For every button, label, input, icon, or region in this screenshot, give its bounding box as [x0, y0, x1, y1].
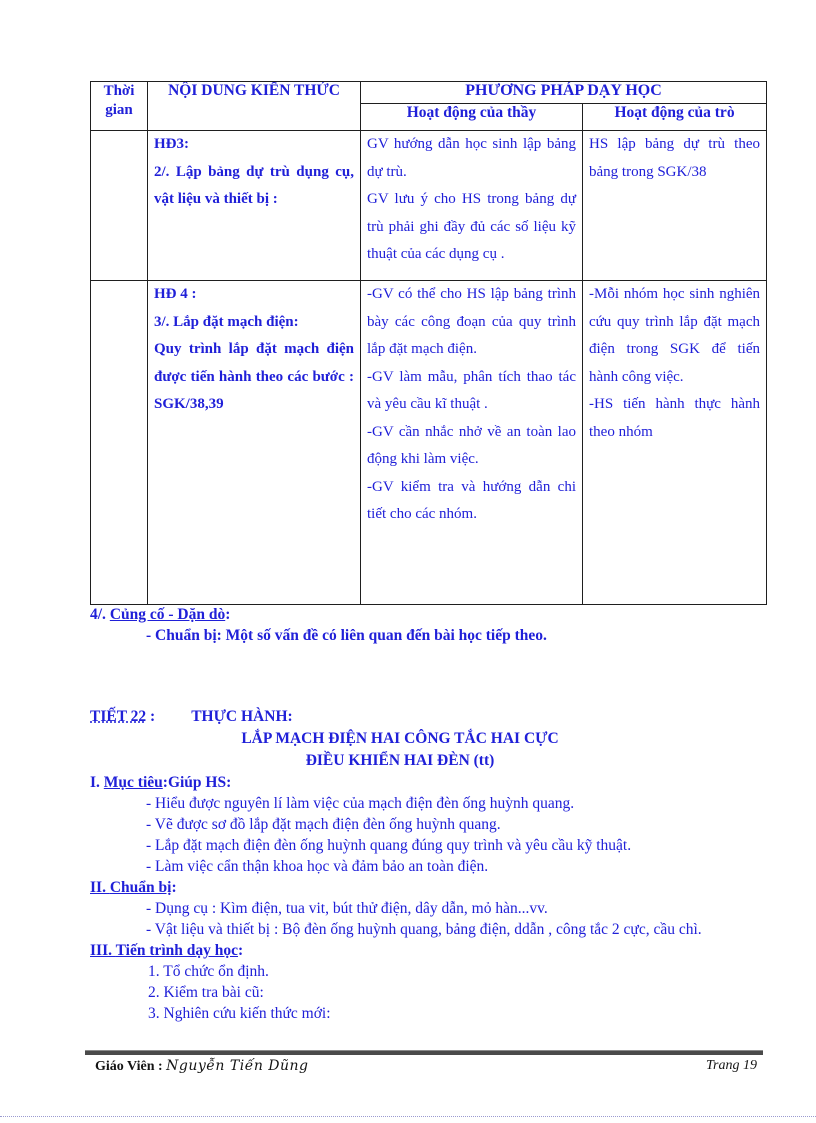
lesson-plan-table — [90, 81, 767, 605]
preparation-heading — [90, 877, 766, 898]
preparation-title-underlined — [90, 879, 171, 896]
consolidation-note: - Chuẩn bị: Một số vấn đề có liên quan đến bài học tiếp theo. — [146, 627, 547, 644]
body-text — [90, 604, 766, 1024]
consolidation-colon: : — [225, 606, 231, 623]
student-paragraph: HS lập bảng dự trù theo bảng trong SGK/38 — [589, 136, 761, 180]
objectives-title: Mục tiêu — [103, 774, 163, 791]
procedure-heading — [90, 940, 766, 961]
objectives-heading — [90, 772, 766, 793]
preparation-suffix: : — [171, 879, 177, 896]
procedure-item: 1. Tổ chức ổn định. — [148, 963, 269, 980]
content-cell — [148, 131, 361, 281]
preparation-item: - Dụng cụ : Kìm điện, tua vit, bút thử điện, dây dẫn, mỏ hàn...vv. — [146, 900, 548, 917]
student-paragraph: -HS tiến hành thực hành theo nhóm — [589, 396, 761, 440]
procedure-title: Tiến trình dạy học — [115, 942, 239, 959]
teacher-paragraph: -GV làm mẫu, phân tích thao tác và yêu cầu kĩ thuật . — [367, 368, 576, 412]
objectives-numeral: I. — [90, 774, 104, 791]
page-number: Trang 19 — [706, 1058, 757, 1073]
objectives-suffix: :Giúp HS: — [162, 774, 232, 791]
section-preparation — [90, 877, 766, 940]
consolidation-heading — [90, 604, 766, 625]
teacher-paragraph: GV hướng dẫn học sinh lập bảng dự trù. — [367, 136, 576, 180]
page-footer — [95, 1058, 763, 1078]
table-row — [91, 281, 767, 605]
section-lesson-title — [90, 706, 766, 772]
lesson-title-line2: ĐIỀU KHIỂN HAI ĐÈN (tt) — [305, 752, 495, 769]
teacher-activity-cell — [361, 281, 583, 605]
objective-item: - Lắp đặt mạch điện đèn ống huỳnh quang đúng quy trình và yêu cầu kỹ thuật. — [146, 837, 632, 854]
teacher-label: Giáo Viên : — [95, 1059, 167, 1074]
objective-item: - Hiểu được nguyên lí làm việc của mạch điện đèn ống huỳnh quang. — [146, 795, 575, 812]
procedure-title-underlined — [90, 942, 238, 959]
student-activity-cell — [583, 131, 767, 281]
time-cell — [91, 281, 148, 605]
consolidation-title: Củng cố - Dặn dò — [109, 606, 226, 623]
section-consolidation — [90, 604, 766, 646]
student-activity-cell — [583, 281, 767, 605]
column-header-content: NỘI DUNG KIẾN THỨC — [148, 82, 361, 131]
procedure-item: 3. Nghiên cứu kiến thức mới: — [148, 1005, 331, 1022]
column-header-teacher-activity: Hoạt động của thầy — [361, 104, 583, 131]
content-paragraph: HĐ 4 : — [154, 286, 197, 302]
lesson-period-colon: : — [146, 708, 156, 725]
consolidation-number: 4/. — [90, 606, 110, 623]
procedure-suffix: : — [238, 942, 244, 959]
section-procedure — [90, 940, 766, 1024]
column-header-time: Thời gian — [91, 82, 148, 131]
content-paragraph: Quy trình lắp đặt mạch điện được tiến hành theo các bước : SGK/38,39 — [154, 341, 354, 412]
procedure-numeral: III. — [90, 942, 116, 959]
teacher-activity-cell — [361, 131, 583, 281]
content-cell — [148, 281, 361, 605]
column-header-method: PHƯƠNG PHÁP DẠY HỌC — [361, 82, 767, 104]
content-paragraph: 2/. Lập bảng dự trù dụng cụ, vật liệu và thiết bị : — [154, 163, 354, 207]
column-header-student-activity: Hoạt động của trò — [583, 104, 767, 131]
page-break-indicator — [0, 1116, 816, 1117]
content-paragraph: 3/. Lắp đặt mạch điện: — [154, 313, 299, 330]
student-paragraph: -Mỗi nhóm học sinh nghiên cứu quy trình lắp đặt mạch điện trong SGK để tiến hành công việc. — [589, 286, 761, 385]
lesson-type: THỰC HÀNH: — [191, 708, 293, 725]
teacher-paragraph: -GV có thể cho HS lập bảng trình bày các công đoạn của quy trình lắp đặt mạch điện. — [367, 286, 576, 357]
teacher-paragraph: GV lưu ý cho HS trong bảng dự trù phải ghi đầy đủ các số liệu kỹ thuật của các dụng cụ . — [367, 191, 576, 262]
content-paragraph: HĐ3: — [154, 136, 189, 152]
preparation-item: - Vật liệu và thiết bị : Bộ đèn ống huỳnh quang, bảng điện, ddẫn , công tắc 2 cực, cầu chì. — [146, 921, 702, 938]
section-objectives — [90, 772, 766, 877]
objective-item: - Làm việc cẩn thận khoa học và đảm bảo an toàn điện. — [146, 858, 489, 875]
lesson-period: TIẾT 22 — [90, 708, 147, 725]
procedure-item: 2. Kiểm tra bài cũ: — [148, 984, 264, 1001]
time-cell — [91, 131, 148, 281]
lesson-title-line1: LẮP MẠCH ĐIỆN HAI CÔNG TẮC HAI CỰC — [241, 730, 559, 747]
preparation-numeral: II. — [90, 879, 110, 896]
teacher-name: Nguyễn Tiến Dũng — [166, 1058, 309, 1074]
teacher-paragraph: -GV cần nhắc nhở về an toàn lao động khi làm việc. — [367, 423, 576, 467]
objective-item: - Vẽ được sơ đồ lắp đặt mạch điện đèn ống huỳnh quang. — [146, 816, 501, 833]
footer-divider — [85, 1050, 763, 1055]
table-row — [91, 131, 767, 281]
teacher-paragraph: -GV kiểm tra và hướng dẫn chi tiết cho các nhóm. — [367, 478, 576, 522]
lesson-period-line — [90, 706, 766, 728]
preparation-title: Chuẩn bị — [109, 879, 172, 896]
